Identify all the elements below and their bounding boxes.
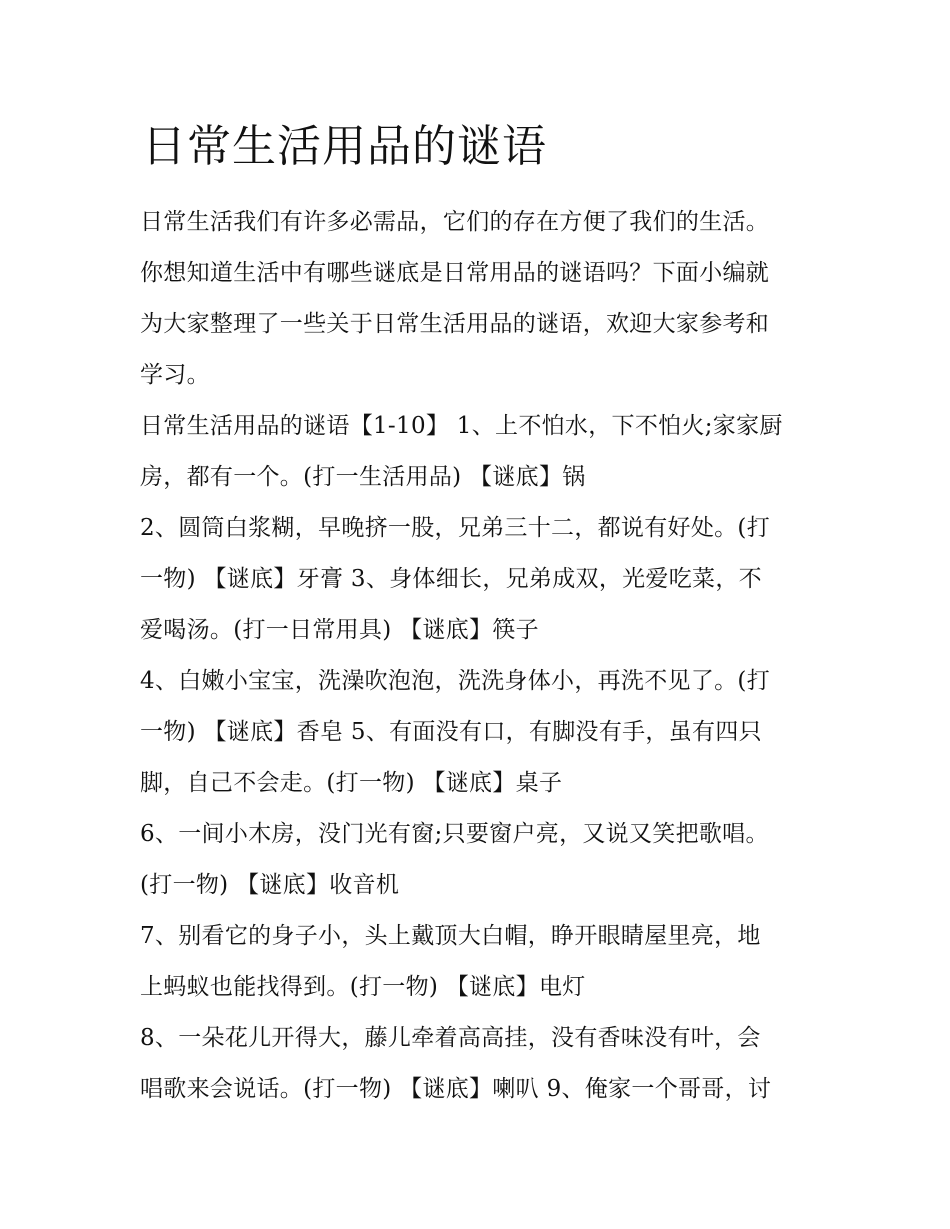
riddle-line-8: 脚，自己不会走。(打一物) 【谜底】桌子 — [140, 770, 563, 796]
riddle-line-10: (打一物) 【谜底】收音机 — [140, 872, 400, 898]
riddle-line-9: 6、一间小木房，没门光有窗;只要窗户亮，又说又笑把歌唱。 — [140, 821, 769, 847]
intro-line-2: 你想知道生活中有哪些谜底是日常用品的谜语吗？下面小编就 — [140, 260, 770, 286]
intro-line-1: 日常生活我们有许多必需品，它们的存在方便了我们的生活。 — [140, 209, 770, 235]
riddle-line-6: 4、白嫩小宝宝，洗澡吹泡泡，洗洗身体小，再洗不见了。(打 — [140, 668, 771, 694]
riddle-line-14: 唱歌来会说话。(打一物) 【谜底】喇叭 9、俺家一个哥哥，讨 — [140, 1076, 772, 1102]
riddle-line-1: 日常生活用品的谜语【1-10】 1、上不怕水，下不怕火;家家厨 — [140, 413, 783, 439]
riddle-line-11: 7、别看它的身子小，头上戴顶大白帽，睁开眼睛屋里亮，地 — [140, 923, 761, 949]
intro-line-3: 为大家整理了一些关于日常生活用品的谜语，欢迎大家参考和 — [140, 311, 770, 337]
intro-line-4: 学习。 — [140, 362, 210, 388]
riddle-line-3: 2、圆筒白浆糊，早晚挤一股，兄弟三十二，都说有好处。(打 — [140, 515, 771, 541]
riddle-line-12: 上蚂蚁也能找得到。(打一物) 【谜底】电灯 — [140, 974, 586, 1000]
riddle-line-5: 爱喝汤。(打一日常用具) 【谜底】筷子 — [140, 617, 539, 643]
riddle-line-4: 一物) 【谜底】牙膏 3、身体细长，兄弟成双，光爱吃菜，不 — [140, 566, 762, 592]
riddle-line-13: 8、一朵花儿开得大，藤儿牵着高高挂，没有香味没有叶，会 — [140, 1025, 761, 1051]
page-title: 日常生活用品的谜语 — [142, 121, 547, 172]
riddle-line-7: 一物) 【谜底】香皂 5、有面没有口，有脚没有手，虽有四只 — [140, 719, 762, 745]
riddle-line-2: 房，都有一个。(打一生活用品) 【谜底】锅 — [140, 464, 586, 490]
